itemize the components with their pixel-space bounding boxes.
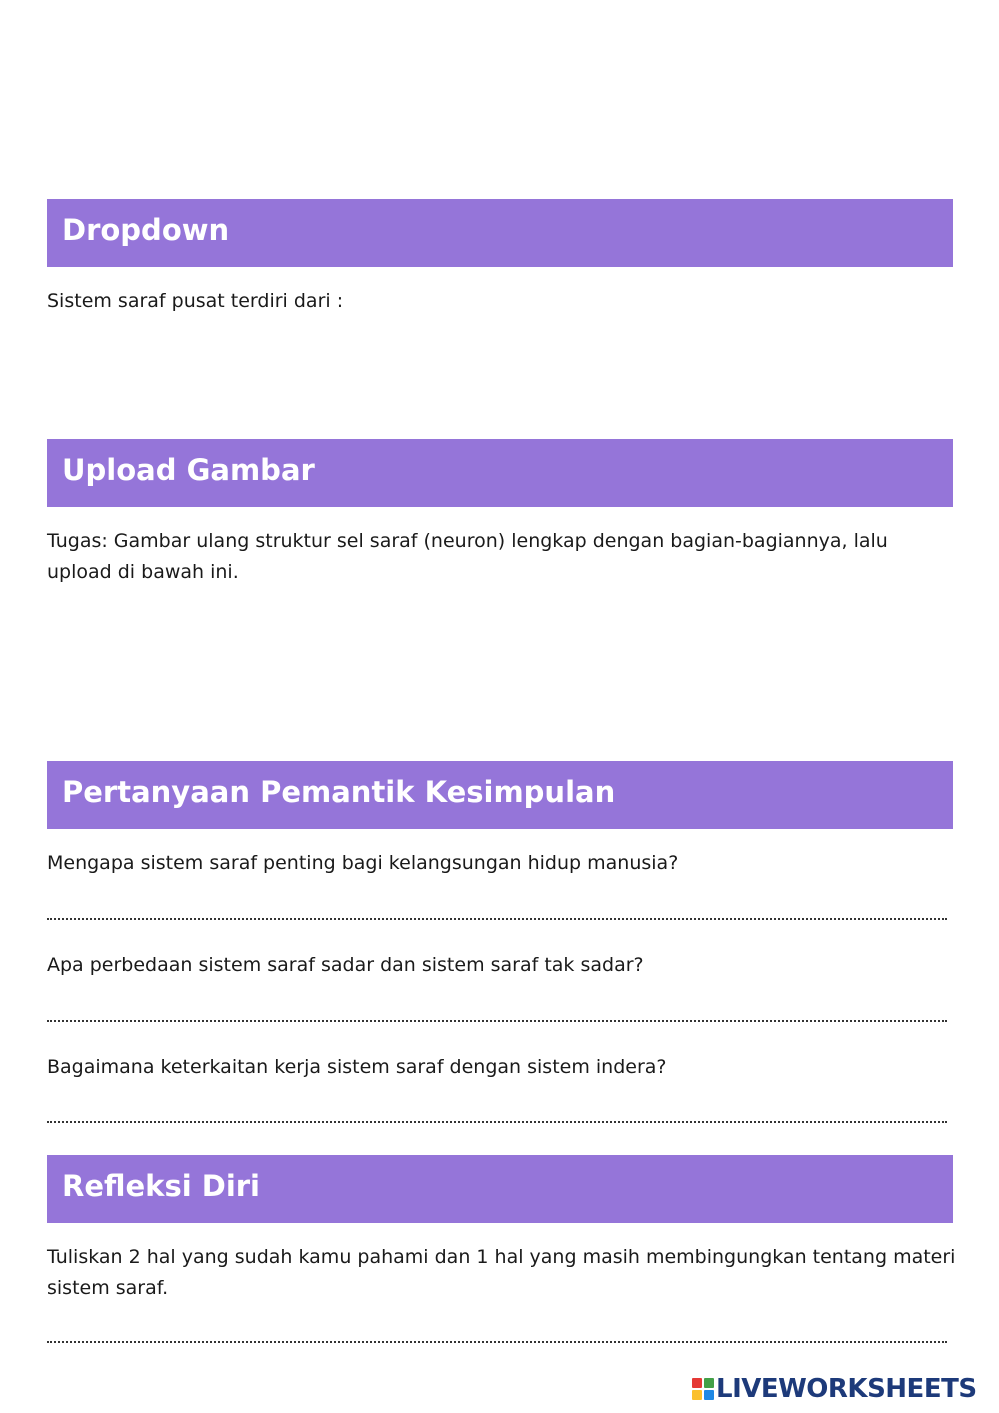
dropdown-prompt: Sistem saraf pusat terdiri dari :	[47, 290, 344, 312]
section-header-conclusion	[47, 761, 953, 829]
answer-line-reflection[interactable]	[47, 1341, 947, 1343]
section-title-upload: Upload Gambar	[62, 453, 315, 487]
reflection-prompt: Tuliskan 2 hal yang sudah kamu pahami dan 1 hal yang masih membingungkan tentang materi sistem saraf.	[47, 1246, 956, 1299]
section-header-upload	[47, 439, 953, 507]
section-title-dropdown: Dropdown	[62, 213, 230, 247]
question-3: Bagaimana keterkaitan kerja sistem saraf dengan sistem indera?	[47, 1056, 667, 1078]
question-1: Mengapa sistem saraf penting bagi kelangsungan hidup manusia?	[47, 852, 679, 874]
answer-line-2[interactable]	[47, 1020, 947, 1022]
logo-text: LIVEWORKSHEETS	[716, 1374, 977, 1404]
section-title-conclusion: Pertanyaan Pemantik Kesimpulan	[62, 775, 616, 809]
answer-line-1[interactable]	[47, 918, 947, 920]
liveworksheets-logo	[692, 1375, 977, 1403]
question-2: Apa perbedaan sistem saraf sadar dan sistem saraf tak sadar?	[47, 954, 644, 976]
section-header-reflection	[47, 1155, 953, 1223]
section-title-reflection: Refleksi Diri	[62, 1169, 261, 1203]
section-header-dropdown	[47, 199, 953, 267]
upload-prompt: Tugas: Gambar ulang struktur sel saraf (neuron) lengkap dengan bagian-bagiannya, lalu upload di bawah ini.	[47, 530, 888, 583]
answer-line-3[interactable]	[47, 1121, 947, 1123]
liveworksheets-logo-icon	[692, 1378, 714, 1400]
